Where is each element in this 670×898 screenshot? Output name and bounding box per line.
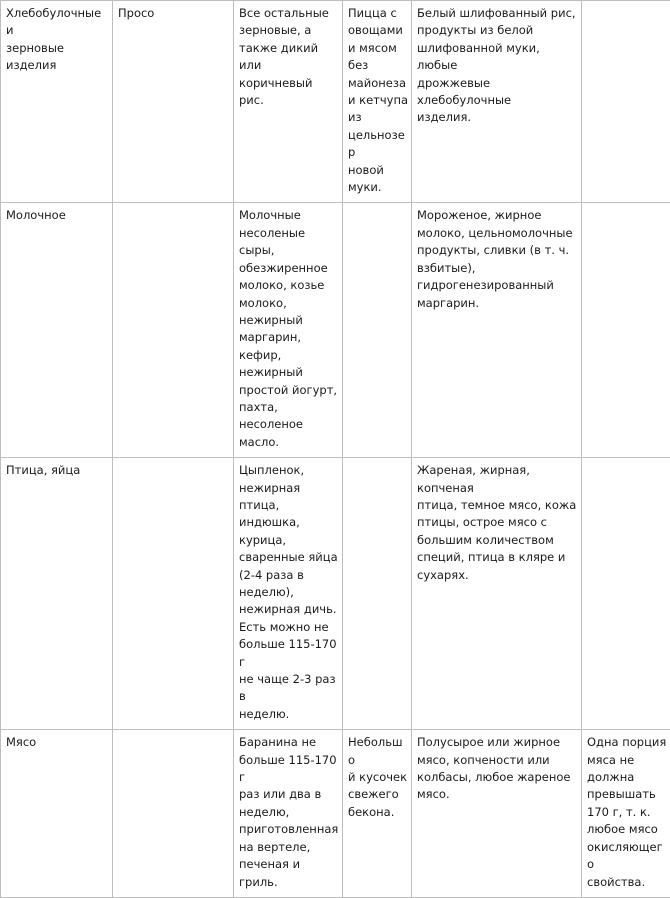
table-cell [113,458,234,730]
table-row [1,1,670,203]
cell-text: Молочные несоленые сыры, обезжиренное молоко, козье молоко, нежирный маргарин, кефир, нежирный простой йогурт, пахта, несоленое масло. [239,207,339,451]
category-label: Птица, яйца [6,462,109,479]
cell-text: Мороженое, жирное молоко, цельномолочные продукты, сливки (в т. ч. взбитые), гидрогенезированный маргарин. [417,207,578,311]
table-cell [412,1,582,203]
cell-text: Одна порция мяса не должна превышать 170 г, т. к. любое мясо окисляющего свойства. [587,734,667,891]
category-cell [1,203,113,458]
cell-text: Белый шлифованный рис, продукты из белой шлифованной муки, любые дрожжевые хлебобулочные изделия. [417,5,578,127]
table-cell [582,1,670,203]
table-cell [412,458,582,730]
table-cell [113,1,234,203]
category-cell [1,1,113,203]
cell-text: Небольшо й кусочек свежего бекона. [348,734,408,821]
table-cell [343,458,412,730]
table-cell [234,1,343,203]
table-row [1,730,670,898]
category-label: Молочное [6,207,109,224]
category-label: Хлебобулочные и зерновые изделия [6,5,109,75]
table-cell [234,730,343,898]
cell-text: Полусырое или жирное мясо, копчености или колбасы, любое жареное мясо. [417,734,578,804]
category-cell [1,458,113,730]
cell-text: Баранина не больше 115-170 г раз или два в неделю, приготовленная на вертеле, печеная и гриль. [239,734,339,891]
table-cell [412,203,582,458]
table-cell [412,730,582,898]
table-cell [234,203,343,458]
table-cell [343,730,412,898]
category-cell [1,730,113,898]
table-cell [113,730,234,898]
table-cell [582,730,670,898]
table-cell [234,458,343,730]
table-cell [343,1,412,203]
cell-text: Пицца с овощами и мясом без майонеза и кетчупа из цельнозер новой муки. [348,5,408,196]
table-cell [582,458,670,730]
table-cell [343,203,412,458]
category-label: Мясо [6,734,109,751]
cell-text: Просо [118,5,230,22]
cell-text: Все остальные зерновые, а также дикий или коричневый рис. [239,5,339,109]
table-row [1,203,670,458]
cell-text: Цыпленок, нежирная птица, индюшка, курица, сваренные яйца (2-4 раза в неделю), нежирная дичь. Есть можно не больше 115-170 г не чаще 2-3 раз в неделю. [239,462,339,723]
table-row [1,458,670,730]
table-cell [582,203,670,458]
cell-text: Жареная, жирная, копченая птица, темное мясо, кожа птицы, острое мясо с большим количеством специй, птица в кляре и сухарях. [417,462,578,584]
table-cell [113,203,234,458]
